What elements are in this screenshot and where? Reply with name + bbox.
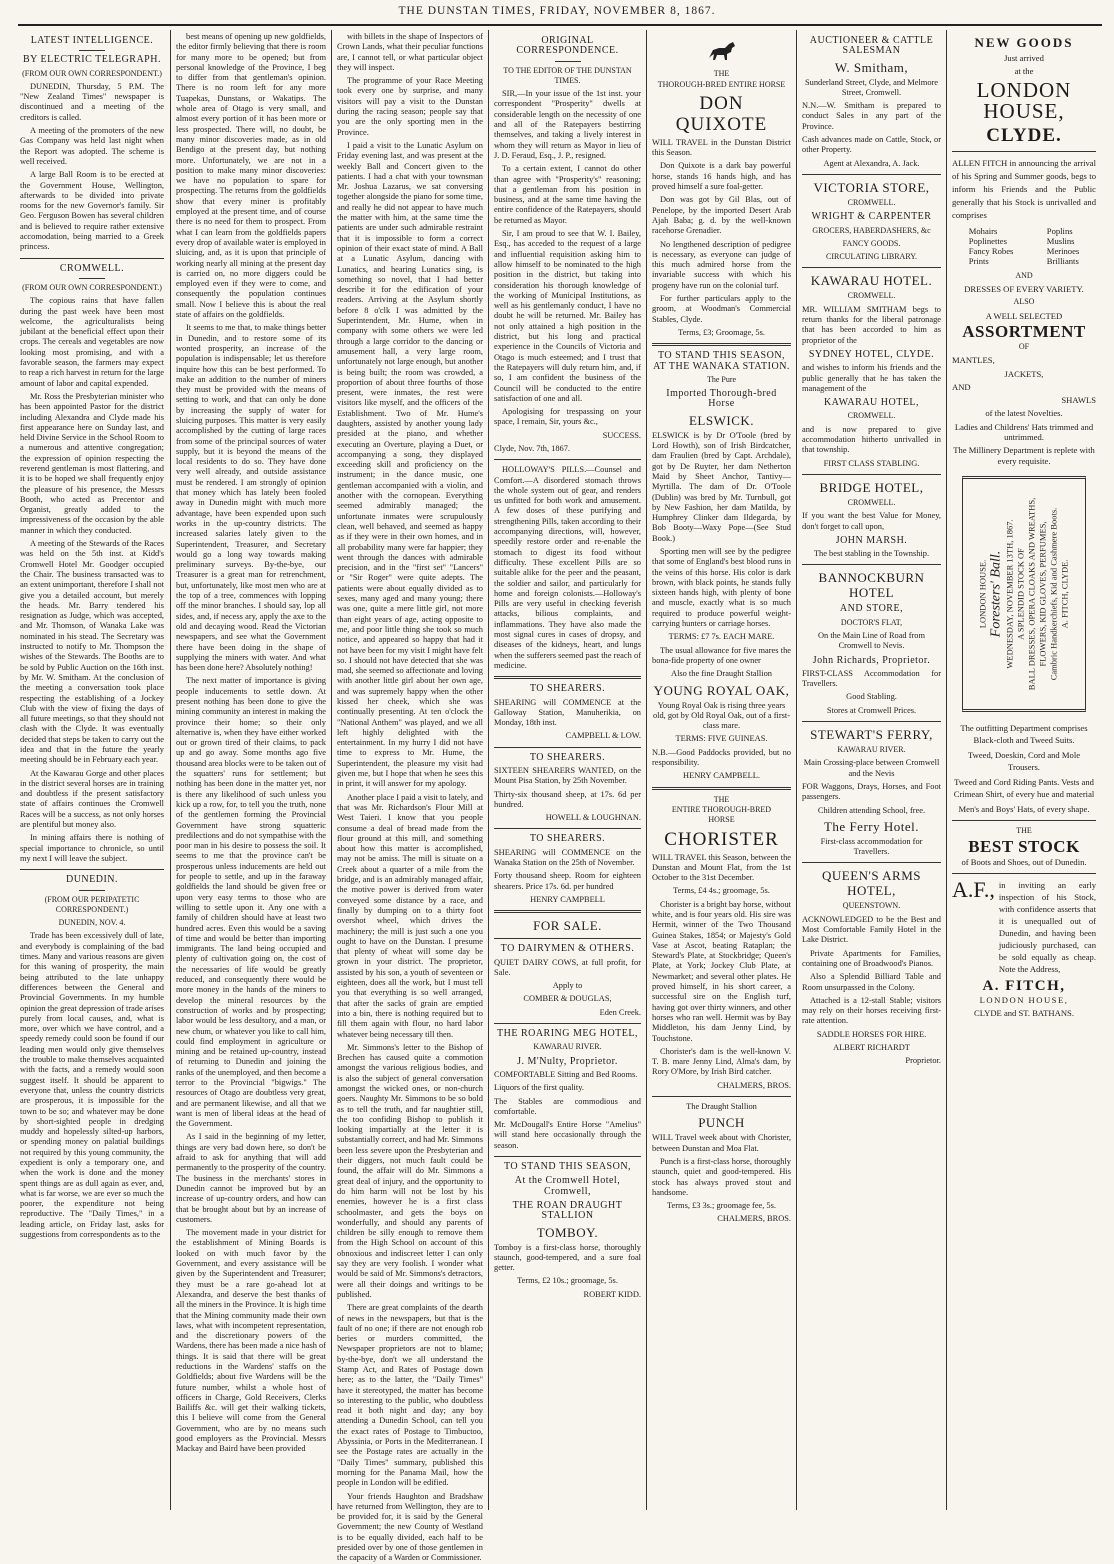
assortment-title: ASSORTMENT <box>962 321 1086 341</box>
foresters-ball-title: Foresters' Ball. <box>988 550 1004 638</box>
column-rule <box>488 30 489 1510</box>
letter-paragraph: To a certain extent, I cannot do other than agree with "Prosperity's" reasoning; that a gentleman from his position in business, and at the same time having the entire confidence of the Ratepayers, should be returned as Mayor. <box>494 164 641 225</box>
stallion-line: THE ROAN DRAUGHT STALLION <box>512 1199 623 1222</box>
box-line: Cambric Handkerchiefs, Kid and Cashmere Boots. <box>1048 507 1059 681</box>
trade-line: CIRCULATING LIBRARY. <box>826 252 917 262</box>
column-hotels <box>802 32 941 1508</box>
stand-place: At the Cromwell Hotel, Cromwell, <box>514 1175 621 1197</box>
stallion-ad: For further particulars apply to the groom, at Woodman's Commercial Stables, Clyde. <box>652 294 791 324</box>
terms-line: TERMS: FIVE GUINEAS. <box>675 734 768 744</box>
horse-descriptor: HORSE <box>708 815 735 825</box>
trade-line: FANCY GOODS. <box>842 238 901 248</box>
article-paragraph: The copious rains that have fallen during the past week have been most welcome, the agriculturalists being jubilant at the beneficial effect upon their crops. The cereals and vegetables are now looking most promising, and with a favorable season, the farmers may expect to reap a rich harvest in return for the large amount of labor and capital expended. <box>20 296 164 388</box>
hotel-ad: Liquors of the first quality. <box>494 1083 584 1093</box>
hotel-ad: FIRST-CLASS Accommodation for Travellers. <box>802 668 941 689</box>
well-selected: A WELL SELECTED <box>985 310 1063 321</box>
letter-paragraph: Sir, I am proud to see that W. I. Bailey, Esq., has acceded to the request of a large and influential requisition asking him to allow himself to be nominated to the high position in the district, but taking into consideration his thorough knowledge of the working of Municipal Institutions, as well as his gentlemanly conduct, I have no doubt he will be returned. Mr. Bailey has not only attained a high position in the district, but his long and practical experience in the Councils of Victoria and Otago is much esteemed; and I trust that the Ratepayers will duly return him, and, if so, I am confident the business of the Council will be conducted to the entire satisfaction of one and all. <box>494 229 641 403</box>
new-goods-title: NEW GOODS <box>974 35 1074 50</box>
shearers-ad: Thirty-six thousand sheep, at 17s. 6d per hundred. <box>494 789 641 809</box>
stallion-ad: Chorister is a bright bay horse, without white, and is four years old. His sire was Hermit, winner of the Two Thousand Guinea Stakes, 1854; or Majesty's Gold Vase at Ascot, beating Rataplan; the Steward's Plate, at Stockbridge; Queen's Plate, at York; Jockey Club Plate, at Newmarket; and several other plates. He proved himself, in his short career, a successful sire on the English turf, having got over thirty winners, and other horses who ran well. Hermit was by Bay Middleton, his dam Jenny Lind, by Touchstone. <box>652 899 791 1043</box>
hotel-ad: Private Apartments for Families, containing one of Broadwood's Pianos. <box>802 948 941 968</box>
article-paragraph: In mining affairs there is nothing of special importance to chronicle, so until my next I will leave the subject. <box>20 833 164 863</box>
mantles-line: MANTLES, <box>952 355 995 366</box>
article-paragraph: with billets in the shape of Inspectors of Crown Lands, what their peculiar functions are, I cannot tell, or what particular object they will inspect. <box>337 32 483 72</box>
tweed-line: Tweed, Doeskin, Cord and Mole Trousers. <box>967 749 1081 772</box>
article-paragraph: It seems to me that, to make things better in Dunedin, and to restore some of its wonted prosperity, an increase of the population is indispensable; let us therefore inquire how this can be best performed. To make an addition to the number of miners they must be provided with the means of setting to work, and that can only be done by increasing the supply of water for sluicing purposes. This matter is very easily accomplished by the cutting of large races from some of the principal sources of water supply, but it is beyond the means of the local residents to do so. They have done very well already, and outside assistance must be rendered. I am strongly of opinion that money which has lately been fooled away in Dunedin might with much more advantage, have been expended upon such works in the up-country districts. The increased salaries lately given to the Superintendent, Treasurer, and Secretary would go a long way towards making preliminary surveys. By-the-bye, our Treasurer is a great man for retrenchment, but, unfortunately, like most men who are at the top of a tree, commences with lopping off the minor branches. I should say, lop all sides, and, if necess ary, apply the axe to the old and decaying wood. Read the Victorian newspapers, and see what the Government there have been doing in the shape of supplying the miners with water. And what has been done here? Absolutely nothing! <box>176 323 326 673</box>
shearers-ad: SIXTEEN SHEARERS WANTED, on the Mount Pisa Station, by 25th November. <box>494 766 641 786</box>
stallion-ad: WILL TRAVEL in the Dunstan District this Season. <box>652 137 791 158</box>
wright-carpenter-name: WRIGHT & CARPENTER <box>811 211 932 223</box>
place-line: CROMWELL. <box>847 497 896 507</box>
correspondence-heading: ORIGINAL CORRESPONDENCE. <box>516 35 619 57</box>
young-royal-oak-title: YOUNG ROYAL OAK, <box>653 682 790 698</box>
column-latest-intelligence <box>20 32 164 1508</box>
column-rule <box>170 30 171 1510</box>
stabling-line: FIRST CLASS STABLING. <box>823 458 920 468</box>
byline: (FROM OUR OWN CORRESPONDENT.) <box>22 68 162 78</box>
the-label: THE <box>713 69 730 79</box>
article-paragraph: Trade has been excessively dull of late, and everybody is complaining of the bad times. Many and various reasons are given for this waning of prosperity, the main being attributed to the late unhappy differences between the General and Provincial Governments. In my humble opinion the great depression of trade arises purely from local causes, and, what is more, over which we have control, and a speedy remedy could soon be found if our leading men would only give themselves the trouble to make themselves acquainted with the facts, and a remedy would soon suggest itself. It should be apparent to everyone that, unless the country districts are prosperous, it is impossible for the town to be so; and whatever may be done by short-sighted people in dredging muddy and hopelessly silted-up harbors, or spending money on palatial buildings not required by this young community, the expedient is only a temporary one, and when the work is done and the money spent things are as dull again as ever, and, what is far worse, we are ever so much the poorer, the expenditure not being reproductive. The "Daily Times," in a leading article, on Friday last, asks for suggestions from correspondents as to the <box>20 931 164 1240</box>
letter-paragraph: Apologising for trespassing on your space, I remain, Sir, yours &c., <box>494 407 641 427</box>
fabric-item: Merinoes <box>1046 246 1080 257</box>
article-paragraph: DUNEDIN, Thursday, 5 P.M. The "New Zealand Times" newspaper is discontinued and a meeting of the creditors is called. <box>20 81 164 122</box>
place-line: CROMWELL. <box>847 291 896 301</box>
article-paragraph: best means of opening up new goldfields, the editor firmly believing that there is room for many more to be opened; but from personal knowledge of the Province, I beg to differ from that gentleman's opinion. There is no room left for any more Tuapekas, Dunstans, or Wakatips. The whole area of Otago is very small, and almost every portion of it has been more or less prospected. There will, no doubt, be many minor discoveries made, as in old Bendigo at the present day, but nothing more. Unfortunately, we are not in a position to make many minor discoveries: we have no population to spare for prospecting. The returns from the goldfields show that every miner is profitably employed at the present time, and of course there is no need for them to prospect. From what I can learn from the goldfields papers every drop of available water is employed in sluicing, and, as it is upon that principle of working nearly all mining at the present day is carried on, no more diggers could be employed even if they were to come, and consequently the population continues small. Now I believe this is about the real state of affairs on the goldfields. <box>176 32 326 320</box>
advertiser-name: CHALMERS, BROS. <box>717 1214 791 1224</box>
roaring-meg-heading: THE ROARING MEG HOTEL, <box>497 1028 638 1040</box>
auction-ad: Cash advances made on Cattle, Stock, or other Property. <box>802 135 941 155</box>
shearers-ad: SHEARING will COMMENCE on the Wanaka Station on the 25th of November. <box>494 847 641 868</box>
place-line: KAWARAU RIVER. <box>533 1042 602 1052</box>
advertiser-place: Eden Creek. <box>599 1007 641 1017</box>
column-dunedin-letter <box>176 32 326 1508</box>
article-paragraph: A meeting of the promoters of the new Gas Company was held last night when the Report was adopted. The scheme is well received. <box>20 126 164 166</box>
bannockburn-title: BANNOCKBURN HOTEL <box>818 570 925 601</box>
article-paragraph: The next matter of importance is giving people inducements to settle down. At present nothing has been done to give the mining community an interest in making the province their home; so their only alternative is, when they have either worked out or grown tired of their claims, to pack up and go away. Some months ago five thousand area blocks were to be taken out of the squatters' runs for settlement; but nothing has been done in the matter yet, nor is there any likelihood of such unless you kick up a row, for, to tell you the truth, none of the gentlemen forming the Provincial Government have strong squatteric predilections and do not sympathise with the poor man in his desire to possess the soil. It seems to me that the province can't be prosperous unless inducements are held out for people to settle, and up in the faraway goldfields the land should be given free or upon very easy terms to those who are willing to settle upon it. Any one with a family of children should have at least two hundred acres. Even this would be a saving of time and would be better than importing immigrants. The land being occupied and plenty of cultivation going on, the cost of the necessaries of life would be greatly reduced, and consequently there would be more money in the hands of the miners to develop the mineral resources by the construction of works and by prospecting; labor would be less desultory, and a man, or new chum, or whatever you like to call him, could find employment in agriculture or mining and be retained up-country, instead of returning to Dunedin and joining the ranks of the unemployed, and then become a terror to the Provincial "bigwigs." The resources of Otago are doubtless very great, and are permanent likewise, and all that we want is men of liberal ideas at the head of the Government. <box>176 676 326 1129</box>
fabric-item: Poplins <box>1046 225 1073 236</box>
for-sale-heading: FOR SALE. <box>533 918 602 934</box>
auctioneer-heading: AUCTIONEER & CATTLE SALESMAN <box>809 35 934 57</box>
imported-line: Imported Thorough-bred Horse <box>666 388 777 410</box>
article-paragraph: Another place I paid a visit to lately, and that was Mr. Richardson's Flour Mill at West Taieri. I know that you people consume a deal of bread made from the flour ground at this mill, and something about how this matter is accomplished, may not be amiss. The mill is situate on a Creek about a quarter of a mile from the bridge, and is an admirably managed affair, the motive power is derived from water conveyed some distance by a race, and finally by dumping on to a thirty foot overshot wheel, which drives the machinery; the mill is just such a one you ought to have on the Dunstan. I presume that plenty of wheat will some day be grown in your district. The proprietor, assisted by his son, a youth of seventeen or eighteen, does all the work, but I must tell you that everything is so well arranged, that after the sacks of grain are emptied into a bin, there is nothing required but to fill them again with flour, no hard labor whatever being necessary till then. <box>337 792 483 1039</box>
column-london-house <box>952 32 1096 1508</box>
place-line: CROMWELL. <box>847 411 896 421</box>
advertiser-name: HOWELL & LOUGHNAN. <box>545 813 641 823</box>
article-paragraph: The movement made in your district for the establishment of Mining Boards is looked on with much favor by the Government, and every assistance will be given by the Superintendent and Treasurer; they must be a rare go-ahead lot at Alexandra, and deserve the best thanks of all the miners in the Province. It is high time that the Mining community made their own laws, what with incompetent representation, and the discretionary powers of the Wardens, there has been made a nice hash of things. It is said that there will be great reductions in the Wardens' staffs on the Goldfields; about five Wardens will be the future number, whilst a whole host of officers in Charge, Gold Receivers, Clerks Bailiffs &c. will get their walking tickets, this I believe will come from the General Government, who are by no means such good employers as the Provincial. Messrs Mackay and Baird have been provided <box>176 1228 326 1454</box>
stand-heading: TO STAND THIS SEASON, <box>503 1161 632 1173</box>
draught-line: The Draught Stallion <box>686 1102 757 1112</box>
just-arrived: Just arrived <box>1004 53 1044 63</box>
kawarau-hotel-line: KAWARAU HOTEL, <box>823 397 920 409</box>
stallion-ad: Punch is a first-class horse, thoroughly staunch, quiet and good-tempered. His stock has always proved stout and handsome. <box>652 1156 791 1197</box>
riding-line: Tweed and Cord Riding Pants. Vests and Crimean Shirt, of every hue and material <box>953 776 1095 799</box>
shearers-ad: SHEARING will COMMENCE at the Galloway Station, Manuherikia, on Monday, 18th inst. <box>494 697 641 728</box>
proprietor-line: ALBERT RICHARDT <box>833 1043 910 1052</box>
column-stallions <box>652 32 791 1508</box>
stewarts-ferry-title: STEWART'S FERRY, <box>810 727 933 743</box>
shearers-ad: Forty thousand sheep. Room for eighteen shearers. Price 17s. 6d. per hundred <box>494 871 641 891</box>
hotel-ad: Mr. McDougall's Entire Horse "Amelius" will stand here occasionally through the season. <box>494 1120 641 1150</box>
proprietor-label: Proprietor. <box>905 1056 941 1066</box>
agent-line: Agent at Alexandra, A. Jack. <box>823 158 920 168</box>
hotel-ad: The best stabling in the Township. <box>813 549 930 559</box>
af-initials: A.F., <box>952 876 995 902</box>
sydney-hotel-line: SYDNEY HOTEL, CLYDE. <box>808 348 935 360</box>
kawarau-hotel-title: KAWARAU HOTEL. <box>810 273 933 289</box>
outfit-line: The outfitting Department comprises Black-cloth and Tweed Suits. <box>960 722 1088 745</box>
column-rule <box>796 30 797 1510</box>
cows-ad: QUIET DAIRY COWS, at full profit, for Sale. <box>494 957 641 977</box>
terms-line: Terms, £4 4s.; groomage, 5s. <box>673 886 770 896</box>
bridge-hotel-title: BRIDGE HOTEL, <box>819 479 924 495</box>
trade-line: GROCERS, HABERDASHERS, &c <box>812 225 931 235</box>
box-date: WEDNESDAY, NOVEMBER 13TH, 1867. <box>1004 519 1015 669</box>
ferry-ad: Children attending School, free. <box>817 805 926 815</box>
novelties-line: of the latest Novelties. <box>985 408 1063 419</box>
tomboy-title: TOMBOY. <box>536 1224 599 1240</box>
fitch-name: A. FITCH, <box>982 977 1066 994</box>
at-the: at the <box>1014 66 1034 77</box>
punch-title: PUNCH <box>698 1115 745 1131</box>
stallion-ad: WILL Travel week about with Chorister, between Dunstan and Moa Flat. <box>652 1133 791 1153</box>
tomboy-ad: Tomboy is a first-class horse, thoroughly staunch, good-tempered, and a sure foal getter. <box>494 1242 641 1273</box>
byline: (FROM OUR PERIPATETIC CORRESPONDENT.) <box>44 894 140 914</box>
also-label: ALSO <box>1013 297 1035 307</box>
ladies-line: Ladies and Childrens' Hats trimmed and untrimmed. <box>954 421 1094 443</box>
horse-icon <box>652 38 791 67</box>
stallion-ad: Don was got by Gil Blas, out of Penelope, by the imported Desert Arab Ajah Baba; g. d. by the well-known racehorse Grenadier. <box>652 195 791 236</box>
chorister-title: CHORISTER <box>664 828 779 850</box>
terms-line: Terms, £3; Groomage, 5s. <box>678 327 765 337</box>
the-label: THE <box>713 794 730 804</box>
dairymen-heading: TO DAIRYMEN & OTHERS. <box>500 943 635 955</box>
nb-line: N.B.—Good Paddocks provided, but no responsibility. <box>652 747 791 768</box>
column-correspondence <box>494 32 641 1508</box>
cromwell-heading: CROMWELL. <box>59 262 125 274</box>
ferry-hotel-title: The Ferry Hotel. <box>823 818 919 834</box>
stand-heading: TO STAND THIS SEASON, AT THE WANAKA STATION. <box>653 350 790 372</box>
hotel-ad: ACKNOWLEDGED to be the Best and Most Comfortable Family Hotel in the Lake District. <box>802 914 941 945</box>
letter-signature: SUCCESS. <box>602 430 641 440</box>
article-paragraph: A meeting of the Stewards of the Races was held on the 5th inst. at Kidd's Cromwell Hotel Mr. Goodger occupied the Chair. The business transacted was to an extent unimportant, therefore I shall not give you a detailed account, but merely the heads. Mr. Barry tendered his resignation as Judge, which was accepted, and Mr. Thomson, of Wanaka Lake was nominated in his stead. The Secretary was instructed to notify to Mr. Thompson the wishes of the Stewards. The Booths are to be sold by Public Auction on the 16th inst. by Mr. W. Smitham. At the conclusion of the meeting a conversation took place respecting the establishing of a Jockey Club with the view of fixing the days of all future meetings, so that they should not clash with the Clyde. It was eventually decided that steps be taken to carry out the idea and that in the future the yearly meeting should be in February each year. <box>20 539 164 765</box>
elswick-title: ELSWICK. <box>688 412 755 428</box>
place-line: KAWARAU RIVER. <box>837 745 906 755</box>
article-paragraph: The programme of your Race Meeting took every one by surprise, and many visitors will pay a visit to the Dunstan during the racing season; people say that you are the only sporting men in the Province. <box>337 76 483 137</box>
letter-paragraph: SIR,—In your issue of the 1st inst. your correspondent "Prosperity" dwells at considerable length on the necessity of one and all of the Ratepayers bestirring themselves, and taking a lively interest in whom they will return as Mayor in lieu of J. D. Feraud, Esq., J. P., resigned. <box>494 89 641 160</box>
hotel-ad: The Stables are commodious and comfortable. <box>494 1096 641 1116</box>
auction-ad: N.N.—W. Smitham is prepared to conduct Sales in any part of the Province. <box>802 101 941 131</box>
box-line: BALL DRESSES, OPERA CLOAKS AND WREATHS, <box>1026 497 1037 691</box>
hotel-ad: On the Main Line of Road from Cromwell to Nevis. <box>818 630 925 651</box>
article-paragraph: A large Ball Room is to be erected at the Government House, Wellington, afterwards to be divided into private rooms for the new Governor's family. Sir Geo. Ferguson Bowen has several children and is believed to require rather extensive accomodation, being married to a Greek princess. <box>20 170 164 252</box>
terms-line: Terms, £3 3s.; groomage fee, 5s. <box>667 1201 776 1211</box>
byline: (FROM OUR OWN CORRESPONDENT.) <box>22 282 162 292</box>
column-rule <box>946 30 947 1510</box>
place-line: DOCTOR'S FLAT, <box>840 617 903 627</box>
advertiser-name: ROBERT KIDD. <box>583 1289 641 1299</box>
terms-line: Terms, £2 10s.; groomage, 5s. <box>517 1276 618 1286</box>
stallion-ad: The usual allowance for five mares the bona-fide property of one owner <box>652 645 791 665</box>
hats-line: Men's and Boys' Hats, of every shape. <box>958 803 1090 814</box>
horse-descriptor: THOROUGH-BRED ENTIRE HORSE <box>657 79 786 89</box>
the-label: THE <box>1016 825 1032 835</box>
pure-label: The Pure <box>706 374 737 384</box>
hotel-ad: If you want the best Value for Money, don't forget to call upon, <box>802 511 941 531</box>
best-stock-title: BEST STOCK <box>968 837 1080 857</box>
stallion-ad: Young Royal Oak is rising three years old, got by Old Royal Oak, out of a first-class mare. <box>652 700 790 731</box>
holloway-ad: HOLLOWAY'S PILLS.—Counsel and Comfort.—A disordered stomach throws the whole system out of gear, and renders us unfitted for both work and amusement. A few doses of these purifying and strengthening Pills, taken according to their accompanying directions, will, however, speedily restore order and re-enable the stomach to digest its food without difficulty. These excellent Pills are so suitable alike for the peer and the peasant, the soldier and sailor, and particularly for home and foreign colonists.—Holloway's Pills are very useful in checking feverish attacks, bilious complaints, and inflammations. They have also made the most signal cures in cases of dropsy, and diseases of the kidneys, heart, and lungs when the sufferers seemed past the reach of medicine. <box>494 465 641 670</box>
advertiser-name: COMBER & DOUGLAS, <box>523 994 612 1004</box>
af-ad: in inviting an early inspection of his Stock, with confidence asserts that it is unequalled out of Dunedin, and having been judiciously purchased, can be sold equally as cheap. Note the Address, <box>998 879 1096 974</box>
victoria-store-title: VICTORIA STORE, <box>813 179 930 195</box>
hotel-ad: Also a Splendid Billiard Table and Room unsurpassed in the Colony. <box>802 972 941 992</box>
box-line: LONDON HOUSE. <box>977 559 988 629</box>
dateline: DUNEDIN, NOV. 4. <box>58 918 126 928</box>
london-house-line: LONDON HOUSE, <box>979 994 1069 1005</box>
apply-text: Apply to <box>552 981 583 991</box>
boots-line: of Boots and Shoes, out of Dunedin. <box>961 857 1087 868</box>
stallion-ad: WILL TRAVEL this Season, between the Dunstan and Mount Flat, from the 1st October to the 31st December. <box>652 852 791 883</box>
and-label: AND <box>1015 270 1033 280</box>
article-paragraph: I paid a visit to the Lunatic Asylum on Friday evening last, and was present at the weekly Ball and Concert given to the patients. I had a chat with your townsman Mr. Joshua Lazarus, we sat conversing together alongside the piano for some time, and really he did not appear to have much the matter with him, at the same time the patients are under such admirable restraint that it is impossible to form a correct opinion of their exact state of mind. A Ball at a Lunatic Asylum, dancing with Lunatics, and hearing Lunatics sing, is something so novel, that I had better describe it for the edification of your readers. Arriving at the Asylum shortly before 8 o'clk I was admitted by the Superintendent, Mr. Hume, when in company with some others we were led through a large corridor to the dancing or amusement hall, a very large room, unfortunately not large enough, but another is being built; the room was crowded, a proportion of about three fourths of those present, were inmates, the rest were visitors like myself, and the officers of the Establishment. Two of Mr. Hume's daughters, assisted by another young lady presided at the piano, and whether executing an Overture, playing a Duet, or accompanying a song, they displayed exceeding skill and proficiency on the instrument; in the dance music, one gentleman accompanied with a violin, and another with the cornopean. Everything seemed admirably managed; the unfortunate inmates were scrupulously clean, well behaved, and seemed as happy as if they were in their own homes, and in all probability many were far happier; they went through the dances with admirable precision, and in the "first set" "Lancers" or "Sir Roger" were quite adepts. The patients were about equally divided as to sexes, many aged and many young; there was one, quite a mere little girl, not more than eight years of age, acting opposite to me, and poor little thing she took so much notice, and appeared so happy that had it not have been for my visit I might have felt so. I should not have detected that she was mad, she seemed so affectionate and loving with another little girl about her own age, and was supremely happy when the other kissed her cheek, which she was continually presenting. At ten o'clock the "National Anthem" was played, and we all left highly delighted with the entertainment. In my hurry I did not have time to express to Mr. Hume, the Superintendent, the pleasure my visit had given me, but I hope that when he sees this in print, it will answer for my apology. <box>337 140 483 789</box>
latest-heading: LATEST INTELLIGENCE. <box>30 35 154 46</box>
and-label: AND <box>952 381 971 392</box>
ferry-ad: FOR Waggons, Drays, Horses, and Foot passengers. <box>802 781 941 802</box>
telegraph-heading: BY ELECTRIC TELEGRAPH. <box>23 54 161 66</box>
shearers-heading: TO SHEARERS. <box>529 751 606 763</box>
and-store-line: AND STORE, <box>839 603 904 615</box>
advertiser-name: CAMPBELL & LOW. <box>565 731 641 741</box>
stallion-ad: Chorister's dam is the well-known V. T. B. mare Jenny Lind, Alma's dam, by Rory O'More, by Irish Bird catcher. <box>652 1046 791 1077</box>
place-line: CROMWELL. <box>847 197 896 207</box>
box-line: FLOWERS, KID GLOVES, PERFUMES, <box>1037 521 1048 667</box>
fabric-item: Poplinettes <box>968 235 1007 246</box>
to-editor: TO THE EDITOR OF THE DUNSTAN TIMES. <box>503 65 632 85</box>
don-quixote-title: DON QUIXOTE <box>675 92 768 135</box>
places-line: CLYDE and ST. BATHANS. <box>974 1008 1074 1019</box>
shearers-heading: TO SHEARERS. <box>529 833 606 845</box>
hotel-ad: Stores at Cromwell Prices. <box>826 705 917 715</box>
clyde-title: CLYDE. <box>986 124 1062 146</box>
masthead: THE DUNSTAN TIMES, FRIDAY, NOVEMBER 8, 1867. <box>398 5 716 17</box>
jackets-line: JACKETS, <box>1004 368 1044 379</box>
millinery-line: The Millinery Department is replete with every requisite. <box>953 445 1095 466</box>
shearers-heading: TO SHEARERS. <box>529 683 606 695</box>
letter-place: Clyde, Nov. 7th, 1867. <box>494 443 570 453</box>
fabric-item: Fancy Robes <box>968 246 1014 257</box>
hotel-ad: Attached is a 12-stall Stable; visitors may rely on their horses receiving first-rate attention. <box>802 995 941 1026</box>
article-paragraph: As I said in the beginning of my letter, things are very bad down here, so don't be afraid to ask for anything that will add permanently to the prosperity of the country. The business in the merchants' stores in Dunedin cannot be improved but by an increase of up-country orders, and how can that be brought about but by an increase of customers. <box>176 1132 326 1224</box>
foresters-ball-box <box>962 476 1086 712</box>
advertiser-name: CHALMERS, BROS. <box>717 1080 791 1090</box>
horse-descriptor: ENTIRE THOROUGH-BRED <box>671 804 772 814</box>
article-paragraph: Mr. Ross the Presbyterian minister who has been appointed Pastor for the district including Alexandra and Clyde made his first appearance here on Sunday last, and held Divine Service in the School Room to a numerous and attentive congregation; the expression of opinion respecting the reverend gentleman is most flattering, and it is to be hoped we shall frequently enjoy the pleasure of his presence, the Messrs Booth, who acted as Precentor and Organist, greatly added to the impressiveness of the occasion by the able manner in which they conducted. <box>20 391 164 535</box>
hotel-ad: Good Stabling. <box>846 692 897 702</box>
shawls-line: SHAWLS <box>1061 395 1096 406</box>
article-paragraph: At the Kawarau Gorge and other places in the district several horses are in training and doubtless if the present satisfactory state of affairs continues the Cromwell Races will be a success, as not only horses are plentiful but money also. <box>20 768 164 830</box>
fabric-item: Mohairs <box>968 225 998 236</box>
article-paragraph: Mr. Simmons's letter to the Bishop of Brechen has caused quite a commotion amongst the various religious bodies, and is also the subject of general conversation amongst the wicked ones, or non-church goers. Naughty Mr. Simmons to be so bold as to tell the truth, and far naughtier still, the too confiding Bishop to publish it looking impartially at the letter it is substantially correct, and had Mr. Simmons been less severe upon the Presbyterian and their diggers, not much fault could be found, the affair will do Mr. Simmons a great deal of injury, and the opportunity to do him harm will not be lost by his enemies, however he is a first class schoolmaster, and gets the boys on wonderfully, and should any parents of children be silly enough to remove them from the High School on account of this obnoxious and indiscreet letter I can only say they are very foolish. I wonder what would be said of Mr. Simmons's detractors, were all their doings and writings to be published. <box>337 1042 483 1299</box>
column-rule <box>331 30 332 1510</box>
hotel-ad: SADDLE HORSES FOR HIRE. <box>816 1029 927 1039</box>
london-house-title: LONDON HOUSE, <box>976 77 1072 123</box>
ferry-ad: First-class accommodation for Travellers. <box>820 836 923 857</box>
fitch-ad: ALLEN FITCH in announcing the arrival of his Spring and Summer goods, begs to inform his Friends and the Public generally that his Stock is unrivalled and comprises <box>952 157 1096 220</box>
advertiser-name: HENRY CAMPBELL <box>530 894 605 904</box>
dresses-line: DRESSES OF EVERY VARIETY. <box>964 284 1084 295</box>
fabrics-list <box>952 226 1096 267</box>
column-rule <box>646 30 647 1510</box>
also-line: Also the fine Draught Stallion <box>671 669 772 679</box>
box-line: A SPLENDID STOCK OF <box>1015 548 1026 640</box>
column-dunedin-letter-cont <box>337 32 483 1563</box>
hotel-ad: MR. WILLIAM SMITHAM begs to return thanks for the liberal patronage that has been accorded to him as proprietor of the <box>802 304 941 345</box>
fabric-item: Brilliants <box>1046 256 1079 267</box>
advertiser-name: HENRY CAMPBELL. <box>683 771 760 781</box>
address-line: Sunderland Street, Clyde, and Melmore Street, Cromwell. <box>804 77 939 97</box>
terms-line: TERMS: £7 7s. EACH MARE. <box>668 632 775 642</box>
article-paragraph: There are great complaints of the dearth of news in the newspapers, but that is the fault of no one; if there are not enough rob beries or murders committed, the Newspaper proprietors are not to blame; by-the-bye, don't we all understand the Stamp Act, and Rates of Postage down here; as to the latter, the "Daily Times" have it stereotyped, the matter has become so interesting to the public, who doubtless read it both night and day; any boy attending a Dunedin School, can tell you the exact rates of Postage to Timbuctoo, Abyssinia, or Ports in the Mediterranean. I see the Postage rates are actually in the "Daily Times" summary, published this morning for the Panama Mail, how the people in London will be edified. <box>337 1303 483 1488</box>
hotel-ad: and wishes to inform his friends and the public generally that he has taken the management of the <box>802 363 941 393</box>
dunedin-heading: DUNEDIN. <box>65 874 119 886</box>
article-paragraph: Your friends Haughton and Bradshaw have returned from Wellington, they are to be provided for, it is said by the General Government; the new County of Westland is to be equally divided, each half to be presided over by one of those gentlemen in the capacity of a Warden or Commissioner. <box>337 1491 483 1563</box>
fabric-item: Muslins <box>1046 235 1075 246</box>
fabric-item: Prints <box>968 256 989 267</box>
stallion-ad: ELSWICK is by Dr O'Toole (bred by Lord Howth), son of Irish Birdcatcher, dam Fraulien (bred by Capt. Archdale), got by De Ruyter, her dam Netherton Maid by Sheet Anchor, Tantivy—Myrtilla. The dam of Dr. O'Toole (Dublin) was bred by Mr. Turnbull, got by New Fashion, her dam Matilda, by Humphrey Clinker dam Ildegarda, by Bob Booty—Waxy Pope—(See Stud Book.) <box>652 430 791 543</box>
smitham-name: W. Smitham, <box>834 59 909 75</box>
hotel-ad: and is now prepared to give accommodation hitherto unrivalled in that township. <box>802 424 941 455</box>
place-line: QUEENSTOWN. <box>842 901 901 911</box>
stallion-ad: No lengthened description of pedigree is necessary, as everyone can judge of this much admired horse from the invariable success with which his progeny have run on the colonial turf. <box>652 239 791 290</box>
stallion-ad: Sporting men will see by the pedigree that some of England's best blood runs in the veins of this horse. His color is dark brown, with black points, he stands fully sixteen hands high, with plenty of bone and muscle, exactly what is so much required to produce powerful weight-carrying hunters or carriage horses. <box>652 546 791 629</box>
top-rule <box>18 24 1102 26</box>
box-line: A. FITCH, CLYDE. <box>1059 559 1070 629</box>
stallion-ad: Don Quixote is a dark bay powerful horse, stands 16 hands high, and has proved himself a sure foal-getter. <box>652 161 791 192</box>
ferry-ad: Main Crossing-place between Cromwell and the Nevis <box>803 758 940 778</box>
proprietor-line: JOHN MARSH. <box>835 534 908 546</box>
proprietor-line: J. M'Nulty, Proprietor. <box>517 1055 618 1067</box>
queens-arms-title: QUEEN'S ARMS HOTEL, <box>822 868 921 899</box>
hotel-ad: COMFORTABLE Sitting and Bed Rooms. <box>494 1069 638 1079</box>
proprietor-line: John Richards, Proprietor. <box>812 654 931 666</box>
of-label: OF <box>1018 341 1030 351</box>
